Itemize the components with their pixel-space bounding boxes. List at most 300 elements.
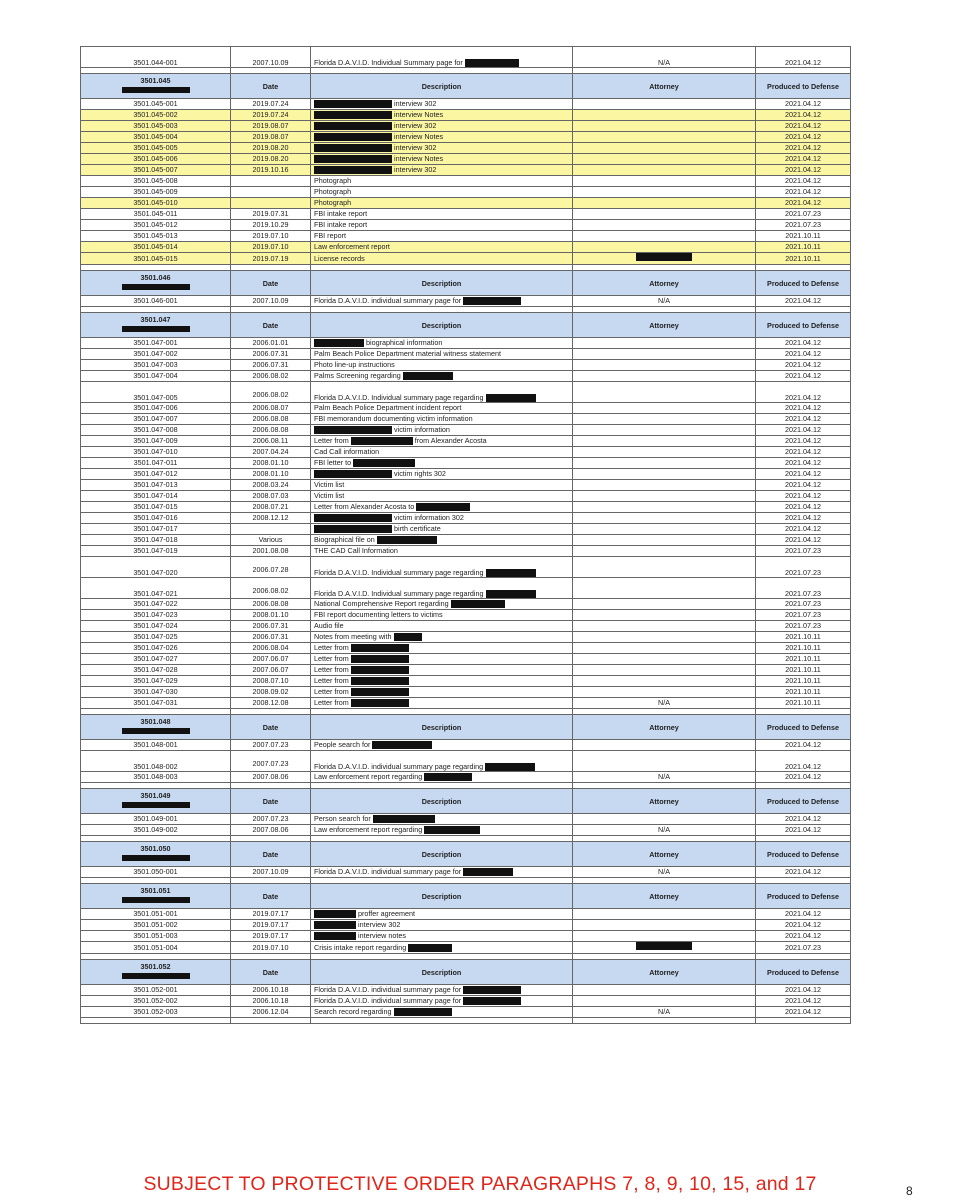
date-cell: 2008.12.12 xyxy=(231,513,311,524)
description-cell xyxy=(311,154,573,165)
produced-cell: 2021.04.12 xyxy=(756,814,851,825)
description-cell xyxy=(311,546,573,557)
redaction-block xyxy=(314,910,356,918)
exhibit-id-cell: 3501.045-015 xyxy=(81,253,231,265)
redaction-block xyxy=(416,503,470,511)
produced-cell: 2021.04.12 xyxy=(756,296,851,307)
description-text: Person search for xyxy=(314,814,371,823)
description-cell xyxy=(311,740,573,751)
table-row xyxy=(81,242,851,253)
description-cell xyxy=(311,403,573,414)
produced-cell: 2021.04.12 xyxy=(756,740,851,751)
produced-cell: 2021.04.12 xyxy=(756,403,851,414)
description-cell xyxy=(311,198,573,209)
attorney-cell xyxy=(573,814,756,825)
date-cell: 2019.08.07 xyxy=(231,132,311,143)
exhibit-id-cell: 3501.047-024 xyxy=(81,621,231,632)
description-header: Description xyxy=(311,715,573,740)
redaction-block xyxy=(314,111,392,119)
description-cell xyxy=(311,996,573,1007)
description-cell xyxy=(311,447,573,458)
exhibit-id-cell: 3501.047-031 xyxy=(81,698,231,709)
table-row xyxy=(81,654,851,665)
attorney-cell xyxy=(573,121,756,132)
index-table xyxy=(80,46,851,1024)
table-row xyxy=(81,371,851,382)
table-row xyxy=(81,632,851,643)
date-cell: 2019.07.31 xyxy=(231,209,311,220)
date-cell: 2006.08.04 xyxy=(231,643,311,654)
exhibit-id-cell: 3501.048-003 xyxy=(81,772,231,783)
attorney-cell xyxy=(573,920,756,931)
attorney-cell xyxy=(573,187,756,198)
produced-cell: 2021.07.23 xyxy=(756,209,851,220)
page-number: 8 xyxy=(906,1184,913,1198)
attorney-cell xyxy=(573,143,756,154)
date-cell: 2006.07.31 xyxy=(231,349,311,360)
redaction-block xyxy=(394,633,422,641)
produced-cell: 2021.04.12 xyxy=(756,187,851,198)
date-text: 2006.07.28 xyxy=(252,565,289,574)
produced-cell: 2021.04.12 xyxy=(756,1007,851,1018)
attorney-cell xyxy=(573,349,756,360)
exhibit-id-cell: 3501.045-005 xyxy=(81,143,231,154)
description-text: Florida D.A.V.I.D. Individual summary page regarding xyxy=(314,567,484,577)
redaction-block xyxy=(485,763,535,771)
attorney-cell xyxy=(573,687,756,698)
section-id: 3501.049 xyxy=(140,791,171,800)
table-row xyxy=(81,382,851,403)
section-id: 3501.046 xyxy=(140,273,171,282)
produced-cell: 2021.04.12 xyxy=(756,458,851,469)
table-row xyxy=(81,610,851,621)
redaction-block xyxy=(636,942,692,950)
attorney-cell xyxy=(573,665,756,676)
attorney-cell xyxy=(573,632,756,643)
attorney-cell xyxy=(573,524,756,535)
description-text: FBI report xyxy=(314,231,346,240)
table-row xyxy=(81,772,851,783)
redaction-block xyxy=(314,525,392,533)
description-cell xyxy=(311,491,573,502)
exhibit-id-cell: 3501.047-009 xyxy=(81,436,231,447)
exhibit-id-cell: 3501.050-001 xyxy=(81,867,231,878)
description-text: interview 302 xyxy=(394,143,437,152)
date-cell: 2019.07.24 xyxy=(231,110,311,121)
date-cell: 2007.07.23 xyxy=(231,740,311,751)
exhibit-id-cell: 3501.045-014 xyxy=(81,242,231,253)
date-cell: 2019.08.20 xyxy=(231,154,311,165)
description-text: Letter from xyxy=(314,643,349,652)
produced-cell: 2021.04.12 xyxy=(756,414,851,425)
redaction-block xyxy=(122,326,190,332)
exhibit-id-cell: 3501.052-001 xyxy=(81,985,231,996)
redaction-block xyxy=(394,1008,452,1016)
produced-cell: 2021.10.11 xyxy=(756,253,851,265)
description-text: interview Notes xyxy=(394,132,444,141)
attorney-header: Attorney xyxy=(573,715,756,740)
description-cell xyxy=(311,187,573,198)
redaction-block xyxy=(122,284,190,290)
description-text: interview 302 xyxy=(394,99,437,108)
section-header-row xyxy=(81,715,851,740)
description-text: Photograph xyxy=(314,198,352,207)
description-text: interview notes xyxy=(358,931,406,940)
date-cell xyxy=(231,176,311,187)
description-text: interview 302 xyxy=(358,920,401,929)
attorney-cell xyxy=(573,621,756,632)
description-cell xyxy=(311,132,573,143)
table-row xyxy=(81,740,851,751)
date-cell: 2008.09.02 xyxy=(231,687,311,698)
exhibit-id-cell: 3501.047-017 xyxy=(81,524,231,535)
description-cell xyxy=(311,371,573,382)
redaction-block xyxy=(424,826,480,834)
redaction-block xyxy=(314,133,392,141)
table-row xyxy=(81,985,851,996)
attorney-cell xyxy=(573,909,756,920)
section-id-cell xyxy=(81,884,231,909)
description-header: Description xyxy=(311,960,573,985)
date-cell: 2007.08.06 xyxy=(231,772,311,783)
exhibit-id-cell: 3501.047-013 xyxy=(81,480,231,491)
attorney-cell xyxy=(573,610,756,621)
produced-cell: 2021.04.12 xyxy=(756,909,851,920)
produced-cell: 2021.04.12 xyxy=(756,772,851,783)
description-cell xyxy=(311,535,573,546)
produced-cell: 2021.04.12 xyxy=(756,99,851,110)
produced-cell: 2021.04.12 xyxy=(756,985,851,996)
description-text: Florida D.A.V.I.D. individual summary page for xyxy=(314,985,462,994)
redaction-block xyxy=(408,944,452,952)
table-row xyxy=(81,814,851,825)
exhibit-id-cell: 3501.051-001 xyxy=(81,909,231,920)
description-cell xyxy=(311,654,573,665)
date-cell: 2019.08.07 xyxy=(231,121,311,132)
description-cell xyxy=(311,458,573,469)
exhibit-id-cell: 3501.047-002 xyxy=(81,349,231,360)
attorney-cell xyxy=(573,436,756,447)
description-cell xyxy=(311,751,573,772)
description-cell xyxy=(311,676,573,687)
table-row xyxy=(81,557,851,578)
description-text: Palms Screening regarding xyxy=(314,371,401,380)
attorney-cell xyxy=(573,99,756,110)
description-text: People search for xyxy=(314,740,371,749)
table-row xyxy=(81,920,851,931)
description-cell xyxy=(311,382,573,403)
section-id-cell xyxy=(81,789,231,814)
attorney-cell: N/A xyxy=(573,1007,756,1018)
description-cell xyxy=(311,632,573,643)
produced-cell: 2021.04.12 xyxy=(756,154,851,165)
exhibit-id-cell: 3501.047-018 xyxy=(81,535,231,546)
attorney-header: Attorney xyxy=(573,313,756,338)
description-text: FBI letter to xyxy=(314,458,352,467)
redaction-block xyxy=(403,372,453,380)
table-row xyxy=(81,436,851,447)
description-text: FBI report documenting letters to victims xyxy=(314,610,443,619)
description-text: victim information xyxy=(394,425,450,434)
table-row xyxy=(81,349,851,360)
description-cell xyxy=(311,985,573,996)
description-text: Letter from xyxy=(314,665,349,674)
description-text: proffer agreement xyxy=(358,909,416,918)
description-text: biographical information xyxy=(366,338,443,347)
exhibit-id-cell: 3501.045-006 xyxy=(81,154,231,165)
redaction-block xyxy=(463,868,513,876)
date-header: Date xyxy=(231,960,311,985)
exhibit-index-table xyxy=(80,46,850,1024)
exhibit-id-cell: 3501.051-003 xyxy=(81,931,231,942)
produced-cell: 2021.10.11 xyxy=(756,654,851,665)
exhibit-id-cell: 3501.047-011 xyxy=(81,458,231,469)
produced-cell: 2021.07.23 xyxy=(756,599,851,610)
redaction-block xyxy=(636,253,692,261)
exhibit-id-cell: 3501.045-003 xyxy=(81,121,231,132)
description-text: Biographical file on xyxy=(314,535,375,544)
produced-cell: 2021.04.12 xyxy=(756,165,851,176)
description-header: Description xyxy=(311,842,573,867)
table-row xyxy=(81,599,851,610)
redaction-block xyxy=(424,773,472,781)
attorney-cell xyxy=(573,403,756,414)
attorney-cell xyxy=(573,165,756,176)
table-row xyxy=(81,1007,851,1018)
description-header: Description xyxy=(311,313,573,338)
redaction-block xyxy=(314,166,392,174)
table-row xyxy=(81,665,851,676)
section-id: 3501.052 xyxy=(140,962,171,971)
redaction-block xyxy=(122,728,190,734)
redaction-block xyxy=(486,569,536,577)
redaction-block xyxy=(122,897,190,903)
description-text: Florida D.A.V.I.D. Individual summary page regarding xyxy=(314,392,484,402)
date-cell: 2007.07.23 xyxy=(231,814,311,825)
produced-cell: 2021.04.12 xyxy=(756,176,851,187)
date-cell: 2019.07.10 xyxy=(231,231,311,242)
exhibit-id-cell: 3501.047-028 xyxy=(81,665,231,676)
table-row xyxy=(81,447,851,458)
description-cell xyxy=(311,110,573,121)
section-id-cell xyxy=(81,271,231,296)
description-text: Cad Call information xyxy=(314,447,380,456)
date-cell: 2006.07.31 xyxy=(231,360,311,371)
exhibit-id-cell: 3501.047-019 xyxy=(81,546,231,557)
description-text: Letter from Alexander Acosta to xyxy=(314,502,415,511)
attorney-cell: N/A xyxy=(573,296,756,307)
date-cell: 2019.07.19 xyxy=(231,253,311,265)
section-id-cell xyxy=(81,313,231,338)
date-cell: 2006.12.04 xyxy=(231,1007,311,1018)
date-cell: 2007.04.24 xyxy=(231,447,311,458)
attorney-cell xyxy=(573,220,756,231)
description-cell xyxy=(311,220,573,231)
produced-header: Produced to Defense xyxy=(756,74,851,99)
exhibit-id-cell: 3501.047-003 xyxy=(81,360,231,371)
description-cell xyxy=(311,480,573,491)
attorney-cell xyxy=(573,557,756,578)
description-cell xyxy=(311,698,573,709)
produced-cell: 2021.04.12 xyxy=(756,349,851,360)
section-header-row xyxy=(81,960,851,985)
description-text: Law enforcement report regarding xyxy=(314,772,423,781)
date-cell: 2006.08.11 xyxy=(231,436,311,447)
exhibit-id-cell: 3501.047-022 xyxy=(81,599,231,610)
produced-cell: 2021.10.11 xyxy=(756,676,851,687)
exhibit-id-cell: 3501.046-001 xyxy=(81,296,231,307)
exhibit-id-cell: 3501.047-012 xyxy=(81,469,231,480)
redaction-block xyxy=(314,155,392,163)
description-cell xyxy=(311,360,573,371)
exhibit-id-cell: 3501.049-001 xyxy=(81,814,231,825)
attorney-cell xyxy=(573,942,756,954)
table-row xyxy=(81,154,851,165)
attorney-cell xyxy=(573,371,756,382)
description-text: Law enforcement report regarding xyxy=(314,825,423,834)
date-header: Date xyxy=(231,313,311,338)
table-row xyxy=(81,209,851,220)
produced-cell: 2021.04.12 xyxy=(756,920,851,931)
attorney-cell xyxy=(573,513,756,524)
redaction-block xyxy=(351,644,409,652)
attorney-cell xyxy=(573,535,756,546)
exhibit-id-cell: 3501.047-020 xyxy=(81,557,231,578)
attorney-cell: N/A xyxy=(573,772,756,783)
section-id-cell xyxy=(81,715,231,740)
attorney-cell xyxy=(573,231,756,242)
description-cell xyxy=(311,99,573,110)
exhibit-id-cell: 3501.045-008 xyxy=(81,176,231,187)
table-row xyxy=(81,360,851,371)
table-row xyxy=(81,491,851,502)
description-text: Letter from xyxy=(314,698,349,707)
redaction-block xyxy=(122,802,190,808)
section-id: 3501.045 xyxy=(140,76,171,85)
attorney-cell xyxy=(573,132,756,143)
produced-cell: 2021.10.11 xyxy=(756,665,851,676)
redaction-block xyxy=(351,677,409,685)
description-text: Letter from xyxy=(314,436,349,445)
description-cell xyxy=(311,665,573,676)
attorney-cell xyxy=(573,654,756,665)
attorney-header: Attorney xyxy=(573,789,756,814)
redaction-block xyxy=(314,921,356,929)
table-row xyxy=(81,469,851,480)
table-row xyxy=(81,165,851,176)
date-cell: 2007.10.09 xyxy=(231,867,311,878)
produced-cell: 2021.04.12 xyxy=(756,447,851,458)
produced-cell: 2021.04.12 xyxy=(756,491,851,502)
date-cell: 2008.12.08 xyxy=(231,698,311,709)
description-cell xyxy=(311,825,573,836)
table-row xyxy=(81,403,851,414)
attorney-cell xyxy=(573,242,756,253)
produced-cell: 2021.04.12 xyxy=(756,132,851,143)
attorney-cell xyxy=(573,599,756,610)
description-cell xyxy=(311,814,573,825)
redaction-block xyxy=(463,297,521,305)
table-row xyxy=(81,825,851,836)
description-text: interview Notes xyxy=(394,110,444,119)
exhibit-id-cell: 3501.047-008 xyxy=(81,425,231,436)
attorney-cell xyxy=(573,360,756,371)
produced-cell: 2021.04.12 xyxy=(756,47,851,68)
attorney-cell xyxy=(573,546,756,557)
description-cell xyxy=(311,557,573,578)
table-row xyxy=(81,687,851,698)
description-text: Law enforcement report xyxy=(314,242,390,251)
table-row xyxy=(81,909,851,920)
description-cell xyxy=(311,909,573,920)
redaction-block xyxy=(353,459,415,467)
date-cell: 2007.06.07 xyxy=(231,654,311,665)
description-text: Photograph xyxy=(314,187,352,196)
attorney-cell xyxy=(573,502,756,513)
attorney-cell xyxy=(573,425,756,436)
description-text: THE CAD Call Information xyxy=(314,546,398,555)
description-text: Florida D.A.V.I.D. Individual summary page regarding xyxy=(314,588,484,598)
redaction-block xyxy=(314,932,356,940)
redaction-block xyxy=(122,87,190,93)
date-cell: 2008.01.10 xyxy=(231,610,311,621)
date-cell: Various xyxy=(231,535,311,546)
description-cell xyxy=(311,931,573,942)
redaction-block xyxy=(122,973,190,979)
description-cell xyxy=(311,349,573,360)
table-row xyxy=(81,176,851,187)
redaction-block xyxy=(377,536,437,544)
description-text: Audio file xyxy=(314,621,344,630)
attorney-cell xyxy=(573,209,756,220)
description-cell xyxy=(311,513,573,524)
attorney-cell xyxy=(573,458,756,469)
date-cell: 2006.10.18 xyxy=(231,985,311,996)
exhibit-id-cell: 3501.047-021 xyxy=(81,578,231,599)
attorney-cell xyxy=(573,643,756,654)
redaction-block xyxy=(314,339,364,347)
attorney-header: Attorney xyxy=(573,884,756,909)
section-id: 3501.048 xyxy=(140,717,171,726)
table-row xyxy=(81,480,851,491)
exhibit-id-cell: 3501.047-023 xyxy=(81,610,231,621)
produced-cell: 2021.04.12 xyxy=(756,931,851,942)
section-id-cell xyxy=(81,960,231,985)
description-cell xyxy=(311,176,573,187)
date-cell: 2006.01.01 xyxy=(231,338,311,349)
exhibit-id-cell: 3501.045-001 xyxy=(81,99,231,110)
date-header: Date xyxy=(231,884,311,909)
description-cell xyxy=(311,599,573,610)
date-cell: 2008.07.03 xyxy=(231,491,311,502)
produced-cell: 2021.10.11 xyxy=(756,687,851,698)
produced-cell: 2021.04.12 xyxy=(756,360,851,371)
produced-header: Produced to Defense xyxy=(756,715,851,740)
description-cell xyxy=(311,242,573,253)
attorney-cell xyxy=(573,985,756,996)
date-header: Date xyxy=(231,271,311,296)
attorney-header: Attorney xyxy=(573,74,756,99)
table-row xyxy=(81,942,851,954)
produced-cell: 2021.04.12 xyxy=(756,524,851,535)
date-cell xyxy=(231,198,311,209)
date-cell: 2007.08.06 xyxy=(231,825,311,836)
table-row xyxy=(81,996,851,1007)
date-cell: 2008.03.24 xyxy=(231,480,311,491)
attorney-header: Attorney xyxy=(573,842,756,867)
produced-cell: 2021.04.12 xyxy=(756,121,851,132)
description-text: birth certificate xyxy=(394,524,441,533)
